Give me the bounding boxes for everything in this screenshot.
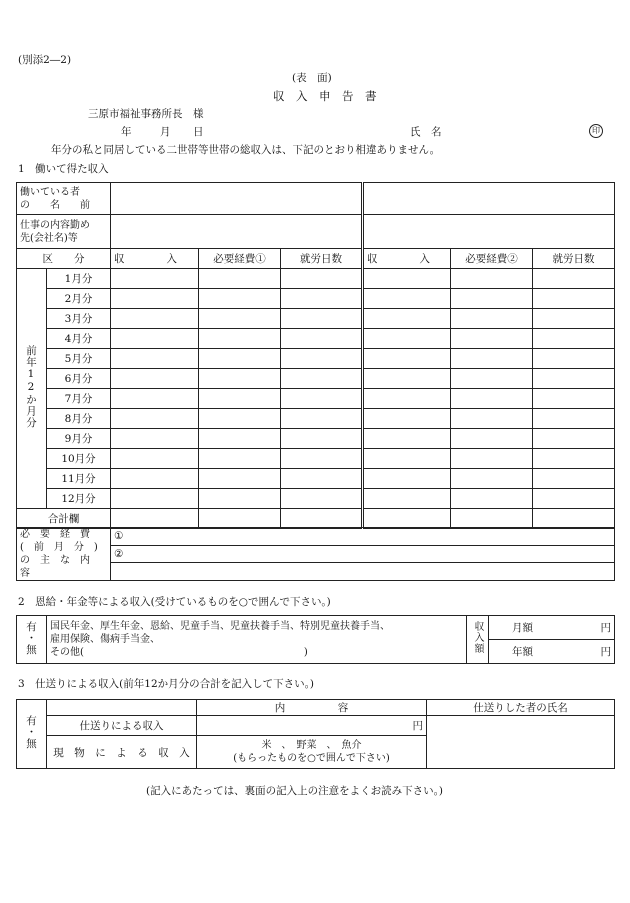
footer-note: (記入にあたっては、裏面の記入上の注意をよくお読み下さい。)	[146, 785, 443, 797]
pension-yes-no[interactable]: 有・無	[17, 616, 47, 664]
goods-label: 現 物 に よ る 収 入	[47, 736, 197, 769]
prev-year-label: 前年12か月分	[17, 269, 47, 509]
declaration-text: 年分の私と同居している二世帯等世帯の総収入は、下記のとおり相違ありません。	[51, 144, 441, 156]
total-income-2[interactable]	[363, 509, 451, 529]
income-cell[interactable]	[111, 449, 199, 469]
income-cell[interactable]	[363, 489, 451, 509]
days-cell[interactable]	[281, 469, 363, 489]
expense-cell[interactable]	[451, 349, 533, 369]
days-cell[interactable]	[533, 409, 615, 429]
col-content: 内 容	[197, 700, 427, 716]
days-cell[interactable]	[533, 289, 615, 309]
days-cell[interactable]	[533, 369, 615, 389]
section3-heading: 3 仕送りによる収入(前年12か月分の合計を記入して下さい。)	[18, 678, 314, 690]
total-expense-2[interactable]	[451, 509, 533, 529]
month-label: 11月分	[47, 469, 111, 489]
job-label: 仕事の内容勤め 先(会社名)等	[17, 215, 111, 249]
monthly-amount-field[interactable]: 月額 円	[489, 616, 615, 640]
expense-cell[interactable]	[199, 289, 281, 309]
col-expense-2: 必要経費②	[451, 249, 533, 269]
expense-cell[interactable]	[199, 309, 281, 329]
month-label: 8月分	[47, 409, 111, 429]
worker-name-label: 働いている者 の 名 前	[17, 183, 111, 215]
col-income-2: 収 入	[363, 249, 451, 269]
col-days-1: 就労日数	[281, 249, 363, 269]
days-cell[interactable]	[533, 389, 615, 409]
date-month: 月	[160, 126, 171, 138]
month-label: 1月分	[47, 269, 111, 289]
days-cell[interactable]	[281, 389, 363, 409]
month-label: 4月分	[47, 329, 111, 349]
pension-items[interactable]: 国民年金、厚生年金、恩給、児童手当、児童扶養手当、特別児童扶養手当、 雇用保険、傷病手当金、 その他( )	[47, 616, 467, 664]
expense-cell[interactable]	[199, 429, 281, 449]
income-cell[interactable]	[111, 289, 199, 309]
days-cell[interactable]	[281, 489, 363, 509]
page-title: 収 入 申 告 書	[273, 89, 377, 103]
date-year: 年	[121, 126, 132, 138]
job-field-2[interactable]	[363, 215, 615, 249]
total-expense-1[interactable]	[199, 509, 281, 529]
income-cell[interactable]	[111, 469, 199, 489]
month-label: 12月分	[47, 489, 111, 509]
expense-cell[interactable]	[199, 489, 281, 509]
remittance-header-blank	[47, 700, 197, 716]
remittance-table	[16, 699, 615, 769]
expense-detail-3[interactable]	[111, 563, 615, 581]
expense-cell[interactable]	[451, 409, 533, 429]
days-cell[interactable]	[281, 429, 363, 449]
days-cell[interactable]	[533, 489, 615, 509]
income-cell[interactable]	[363, 329, 451, 349]
income-cell[interactable]	[363, 369, 451, 389]
expense-cell[interactable]	[451, 449, 533, 469]
income-cell[interactable]	[363, 469, 451, 489]
month-label: 7月分	[47, 389, 111, 409]
days-cell[interactable]	[281, 369, 363, 389]
signature-label: 氏 名	[410, 126, 442, 138]
income-cell[interactable]	[111, 269, 199, 289]
expense-cell[interactable]	[199, 369, 281, 389]
expense-cell[interactable]	[451, 429, 533, 449]
income-cell[interactable]	[111, 489, 199, 509]
income-cell[interactable]	[111, 329, 199, 349]
expense-cell[interactable]	[199, 449, 281, 469]
days-cell[interactable]	[533, 309, 615, 329]
days-cell[interactable]	[281, 309, 363, 329]
worker-name-field-1[interactable]	[111, 183, 363, 215]
expense-cell[interactable]	[451, 329, 533, 349]
total-label: 合計欄	[17, 509, 111, 529]
col-days-2: 就労日数	[533, 249, 615, 269]
days-cell[interactable]	[533, 269, 615, 289]
month-label: 5月分	[47, 349, 111, 369]
income-cell[interactable]	[363, 349, 451, 369]
expense-cell[interactable]	[199, 329, 281, 349]
days-cell[interactable]	[281, 449, 363, 469]
days-cell[interactable]	[281, 409, 363, 429]
income-cell[interactable]	[363, 309, 451, 329]
days-cell[interactable]	[533, 329, 615, 349]
days-cell[interactable]	[281, 349, 363, 369]
month-label: 3月分	[47, 309, 111, 329]
expense-cell[interactable]	[451, 269, 533, 289]
goods-options[interactable]: 米 、 野菜 、 魚介 (もらったものを○で囲んで下さい)	[197, 736, 427, 769]
pension-table	[16, 615, 615, 664]
income-cell[interactable]	[363, 269, 451, 289]
days-cell[interactable]	[533, 429, 615, 449]
expense-cell[interactable]	[451, 309, 533, 329]
income-cell[interactable]	[363, 289, 451, 309]
remittance-label: 仕送りによる収入	[47, 716, 197, 736]
section2-heading: 2 恩給・年金等による収入(受けているものを○で囲んで下さい。)	[18, 596, 331, 608]
income-cell[interactable]	[363, 409, 451, 429]
income-cell[interactable]	[363, 389, 451, 409]
days-cell[interactable]	[281, 289, 363, 309]
expense-cell[interactable]	[199, 269, 281, 289]
seal-mark: 印	[589, 124, 603, 138]
income-cell[interactable]	[363, 429, 451, 449]
section1-heading: 1 働いて得た収入	[18, 163, 109, 175]
form-number: (別添2―2)	[18, 54, 72, 66]
income-cell[interactable]	[111, 409, 199, 429]
days-cell[interactable]	[281, 329, 363, 349]
total-days-1[interactable]	[281, 509, 363, 529]
addressee: 三原市福祉事務所長 様	[88, 108, 204, 120]
remittance-yes-no[interactable]: 有・無	[17, 700, 47, 769]
worker-name-field-2[interactable]	[363, 183, 615, 215]
expense-cell[interactable]	[451, 389, 533, 409]
expense-detail-table	[16, 527, 615, 581]
income-cell[interactable]	[111, 369, 199, 389]
date-day: 日	[193, 126, 204, 138]
expense-cell[interactable]	[199, 349, 281, 369]
days-cell[interactable]	[533, 469, 615, 489]
expense-cell[interactable]	[451, 369, 533, 389]
month-label: 10月分	[47, 449, 111, 469]
days-cell[interactable]	[533, 449, 615, 469]
job-field-1[interactable]	[111, 215, 363, 249]
expense-detail-1[interactable]: ①	[111, 528, 615, 546]
side-label: (表 面)	[292, 72, 332, 84]
col-category: 区 分	[17, 249, 111, 269]
remittance-amount-field[interactable]: 円	[197, 716, 427, 736]
income-cell[interactable]	[363, 449, 451, 469]
total-income-1[interactable]	[111, 509, 199, 529]
income-cell[interactable]	[111, 309, 199, 329]
expense-cell[interactable]	[451, 469, 533, 489]
col-expense-1: 必要経費①	[199, 249, 281, 269]
days-cell[interactable]	[281, 269, 363, 289]
expense-cell[interactable]	[199, 469, 281, 489]
month-label: 9月分	[47, 429, 111, 449]
expense-cell[interactable]	[451, 489, 533, 509]
seal-icon	[589, 124, 603, 138]
yearly-amount-field[interactable]: 年額 円	[489, 640, 615, 664]
total-days-2[interactable]	[533, 509, 615, 529]
expense-cell[interactable]	[199, 409, 281, 429]
expense-detail-label: 必 要 経 費 ( 前 月 分 ) の 主 な 内 容	[17, 528, 111, 581]
expense-cell[interactable]	[451, 289, 533, 309]
col-sender: 仕送りした者の氏名	[427, 700, 615, 716]
month-label: 2月分	[47, 289, 111, 309]
income-cell[interactable]	[111, 389, 199, 409]
sender-name-field[interactable]	[427, 716, 615, 769]
col-income-1: 収 入	[111, 249, 199, 269]
income-cell[interactable]	[111, 349, 199, 369]
expense-cell[interactable]	[199, 389, 281, 409]
expense-detail-2[interactable]: ②	[111, 545, 615, 563]
days-cell[interactable]	[533, 349, 615, 369]
income-amount-label: 収入額	[467, 616, 489, 664]
month-label: 6月分	[47, 369, 111, 389]
earned-income-table	[16, 182, 615, 529]
income-cell[interactable]	[111, 429, 199, 449]
